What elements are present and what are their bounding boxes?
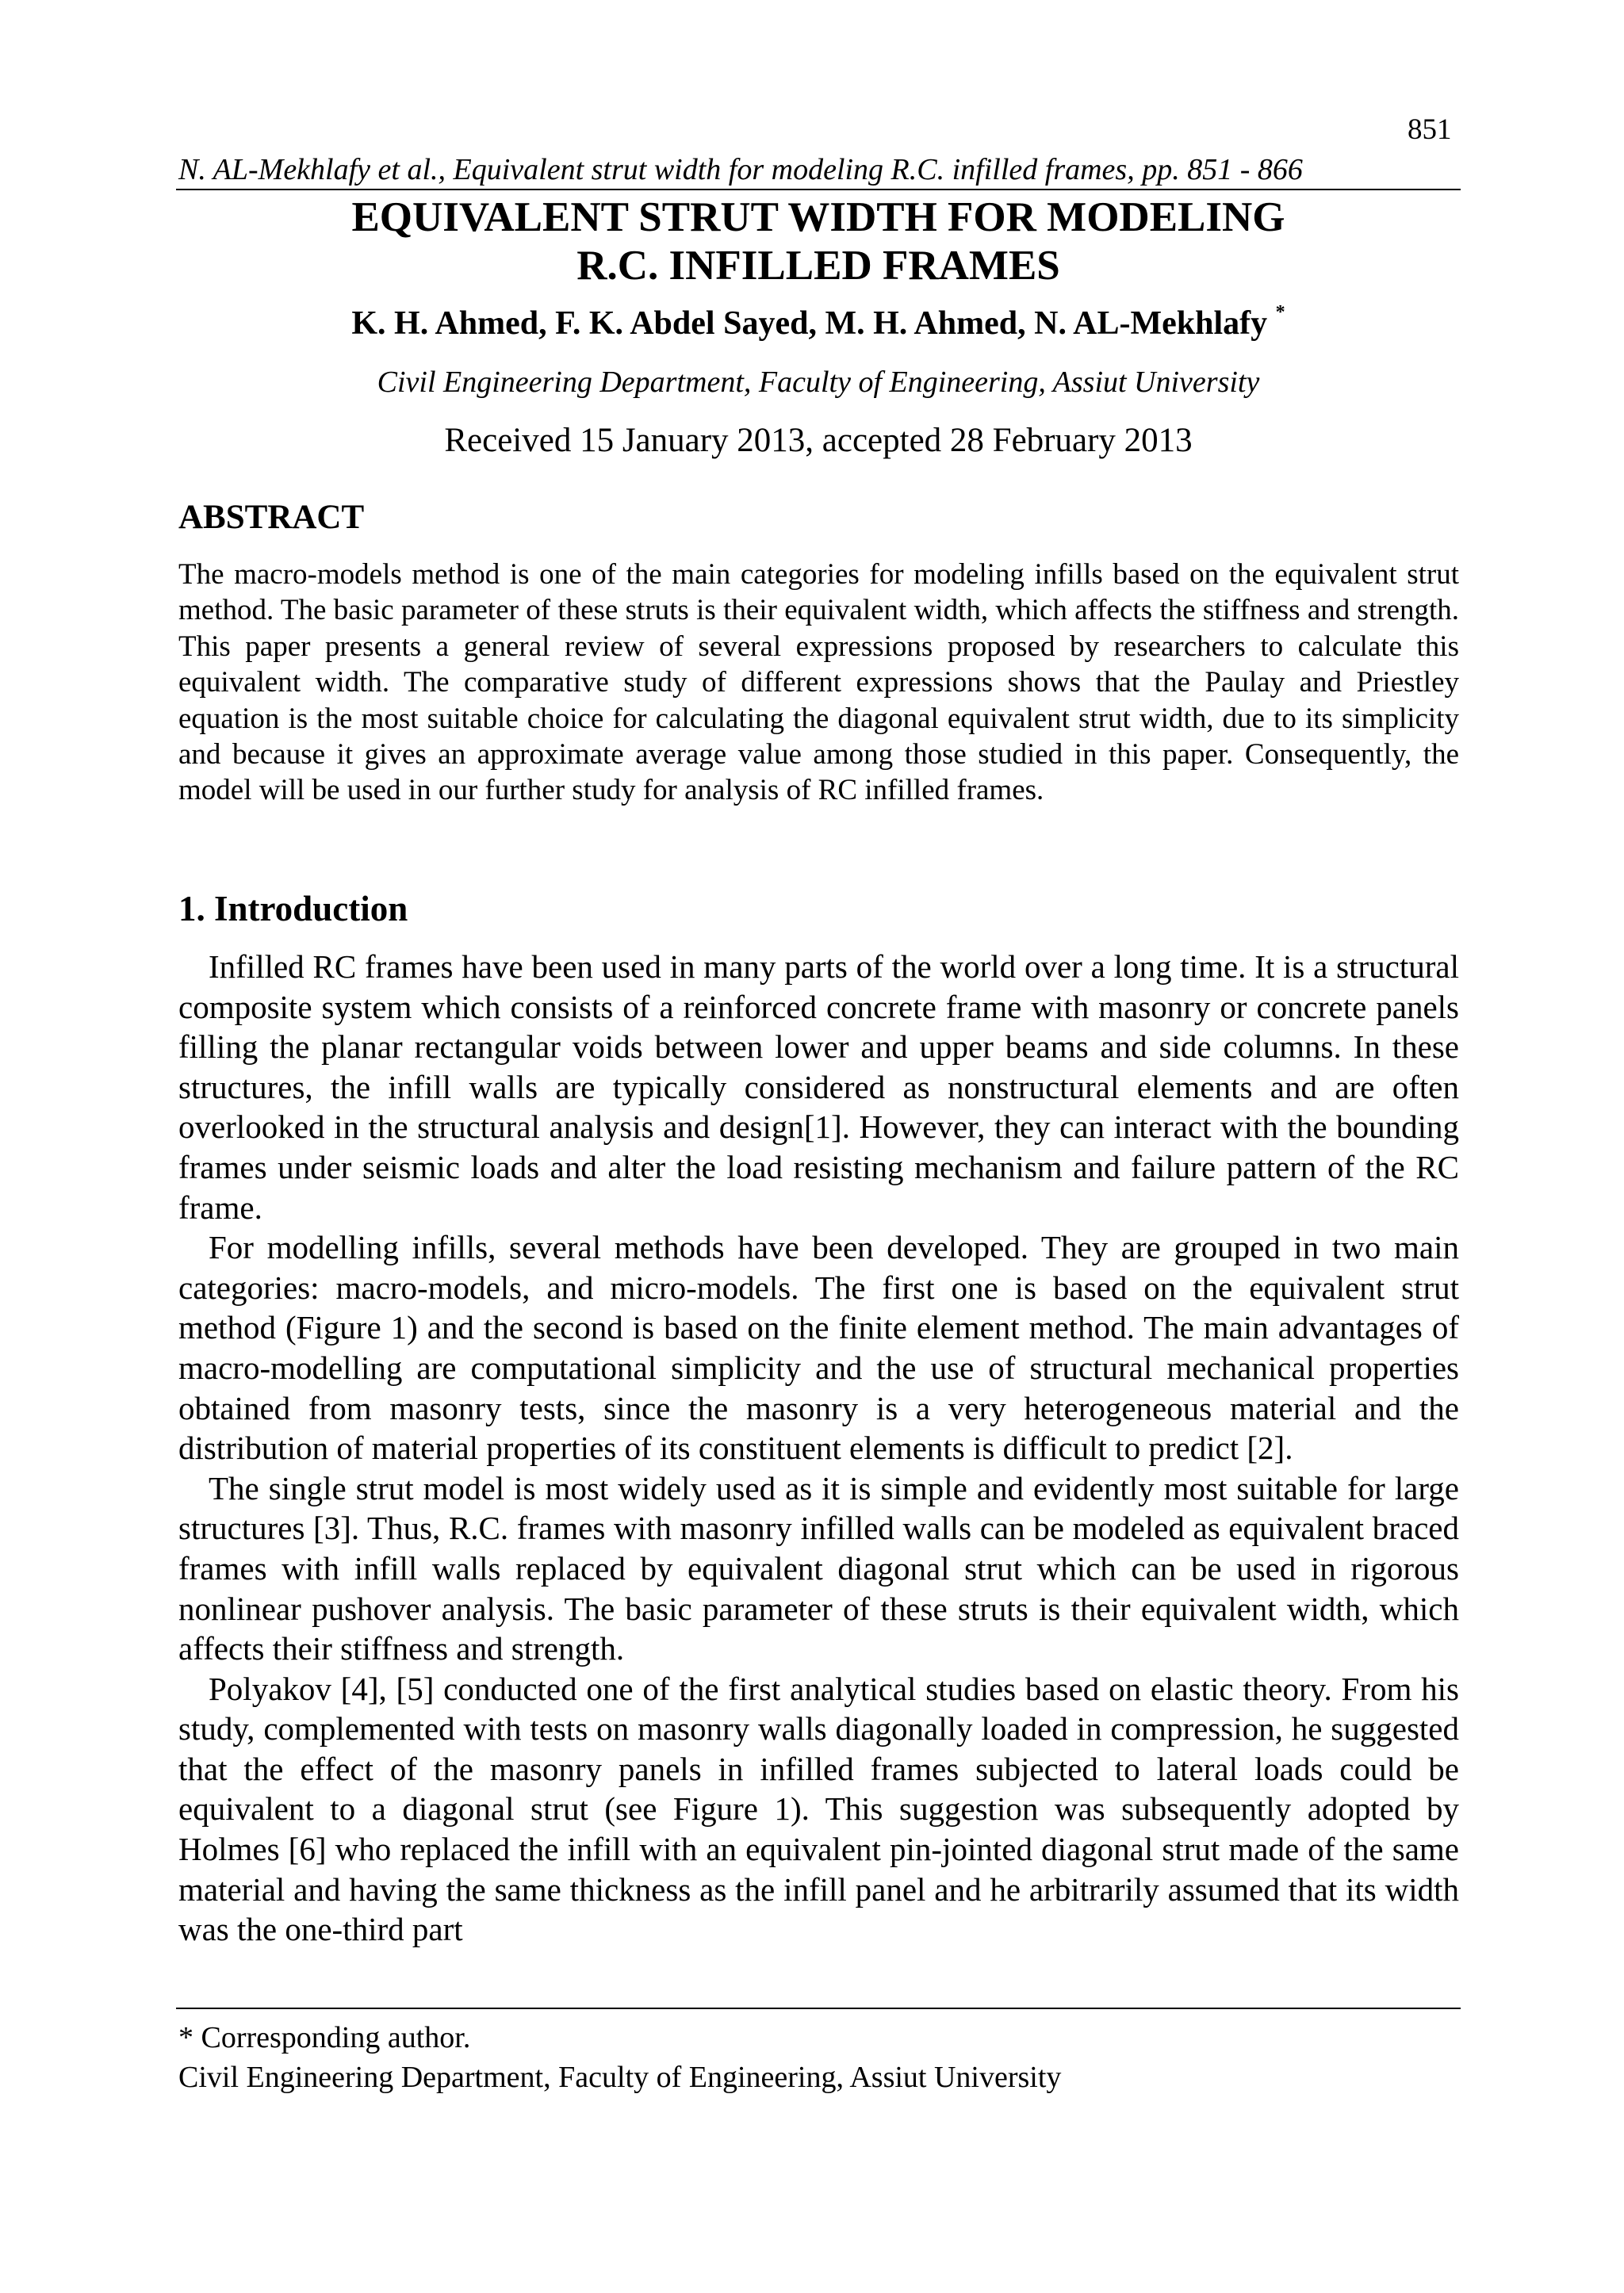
paper-title-line-1: EQUIVALENT STRUT WIDTH FOR MODELING <box>351 194 1285 240</box>
abstract-text: The macro-models method is one of the main categories for modeling infills based on the equivalent strut method. The basic parameter of these struts is their equivalent width, which affects the stiffness and strength. This paper presents a general review of several expressions proposed by researchers to calculate this equivalent width. The comparative study of different expressions shows that the Paulay and Priestley equation is the most suitable choice for calculating the diagonal equivalent strut width, due to its simplicity and because it gives an approximate average value among those studied in this paper. Consequently, the model will be used in our further study for analysis of RC infilled frames. <box>178 558 1459 807</box>
paper-title-line-2: R.C. INFILLED FRAMES <box>576 243 1060 289</box>
footnote-divider <box>176 2008 1461 2009</box>
introduction-body <box>178 947 1459 1950</box>
received-dates: Received 15 January 2013, accepted 28 February 2013 <box>444 422 1193 459</box>
introduction-heading: 1. Introduction <box>178 889 408 928</box>
introduction-paragraph: Polyakov [4], [5] conducted one of the first analytical studies based on elastic theory. From his study, complemented with tests on masonry walls diagonally loaded in compression, he suggested that the effect of the masonry panels in infilled frames subjected to lateral loads could be equivalent to a diagonal strut (see Figure 1). This suggestion was subsequently adopted by Holmes [6] who replaced the infill with an equivalent pin-jointed diagonal strut made of the same material and having the same thickness as the infill panel and he arbitrarily assumed that its width was the one-third part <box>178 1670 1459 1948</box>
running-header: N. AL-Mekhlafy et al., Equivalent strut width for modeling R.C. infilled frames, pp. 851 - 866 <box>178 153 1303 186</box>
abstract-heading: ABSTRACT <box>178 499 365 536</box>
introduction-paragraph: Infilled RC frames have been used in many parts of the world over a long time. It is a structural composite system which consists of a reinforced concrete frame with masonry or concrete panels filling the planar rectangular voids between lower and upper beams and side columns. In these structures, the infill walls are typically considered as nonstructural elements and are often overlooked in the structural analysis and design[1]. However, they can interact with the bounding frames under seismic loads and alter the load resisting mechanism and failure pattern of the RC frame. <box>178 948 1459 1226</box>
author-list <box>176 304 1461 343</box>
author-affiliation: Civil Engineering Department, Faculty of Engineering, Assiut University <box>377 366 1260 399</box>
paper-title <box>176 193 1461 290</box>
introduction-paragraph: For modelling infills, several methods have been developed. They are grouped in two main categories: macro-models, and micro-models. The first one is based on the equivalent strut method (Figure 1) and the second is based on the finite element method. The main advantages of macro-modelling are computational simplicity and the use of structural mechanical properties obtained from masonry tests, since the masonry is a very heterogeneous material and the distribution of material properties of its constituent elements is difficult to predict [2]. <box>178 1229 1459 1467</box>
header-divider <box>176 189 1461 190</box>
corresponding-author-mark: * <box>1275 302 1285 323</box>
page-number: 851 <box>1408 113 1452 146</box>
introduction-paragraph: The single strut model is most widely used as it is simple and evidently most suitable for large structures [3]. Thus, R.C. frames with masonry infilled walls can be modeled as equivalent braced frames with infill walls replaced by equivalent diagonal strut which can be used in rigorous nonlinear pushover analysis. The basic parameter of these struts is their equivalent width, which affects their stiffness and strength. <box>178 1469 1459 1667</box>
footnote-corresponding-author: * Corresponding author. <box>178 2021 471 2054</box>
author-names: K. H. Ahmed, F. K. Abdel Sayed, M. H. Ahmed, N. AL-Mekhlafy <box>351 305 1268 342</box>
footnote-affiliation: Civil Engineering Department, Faculty of Engineering, Assiut University <box>178 2061 1062 2094</box>
